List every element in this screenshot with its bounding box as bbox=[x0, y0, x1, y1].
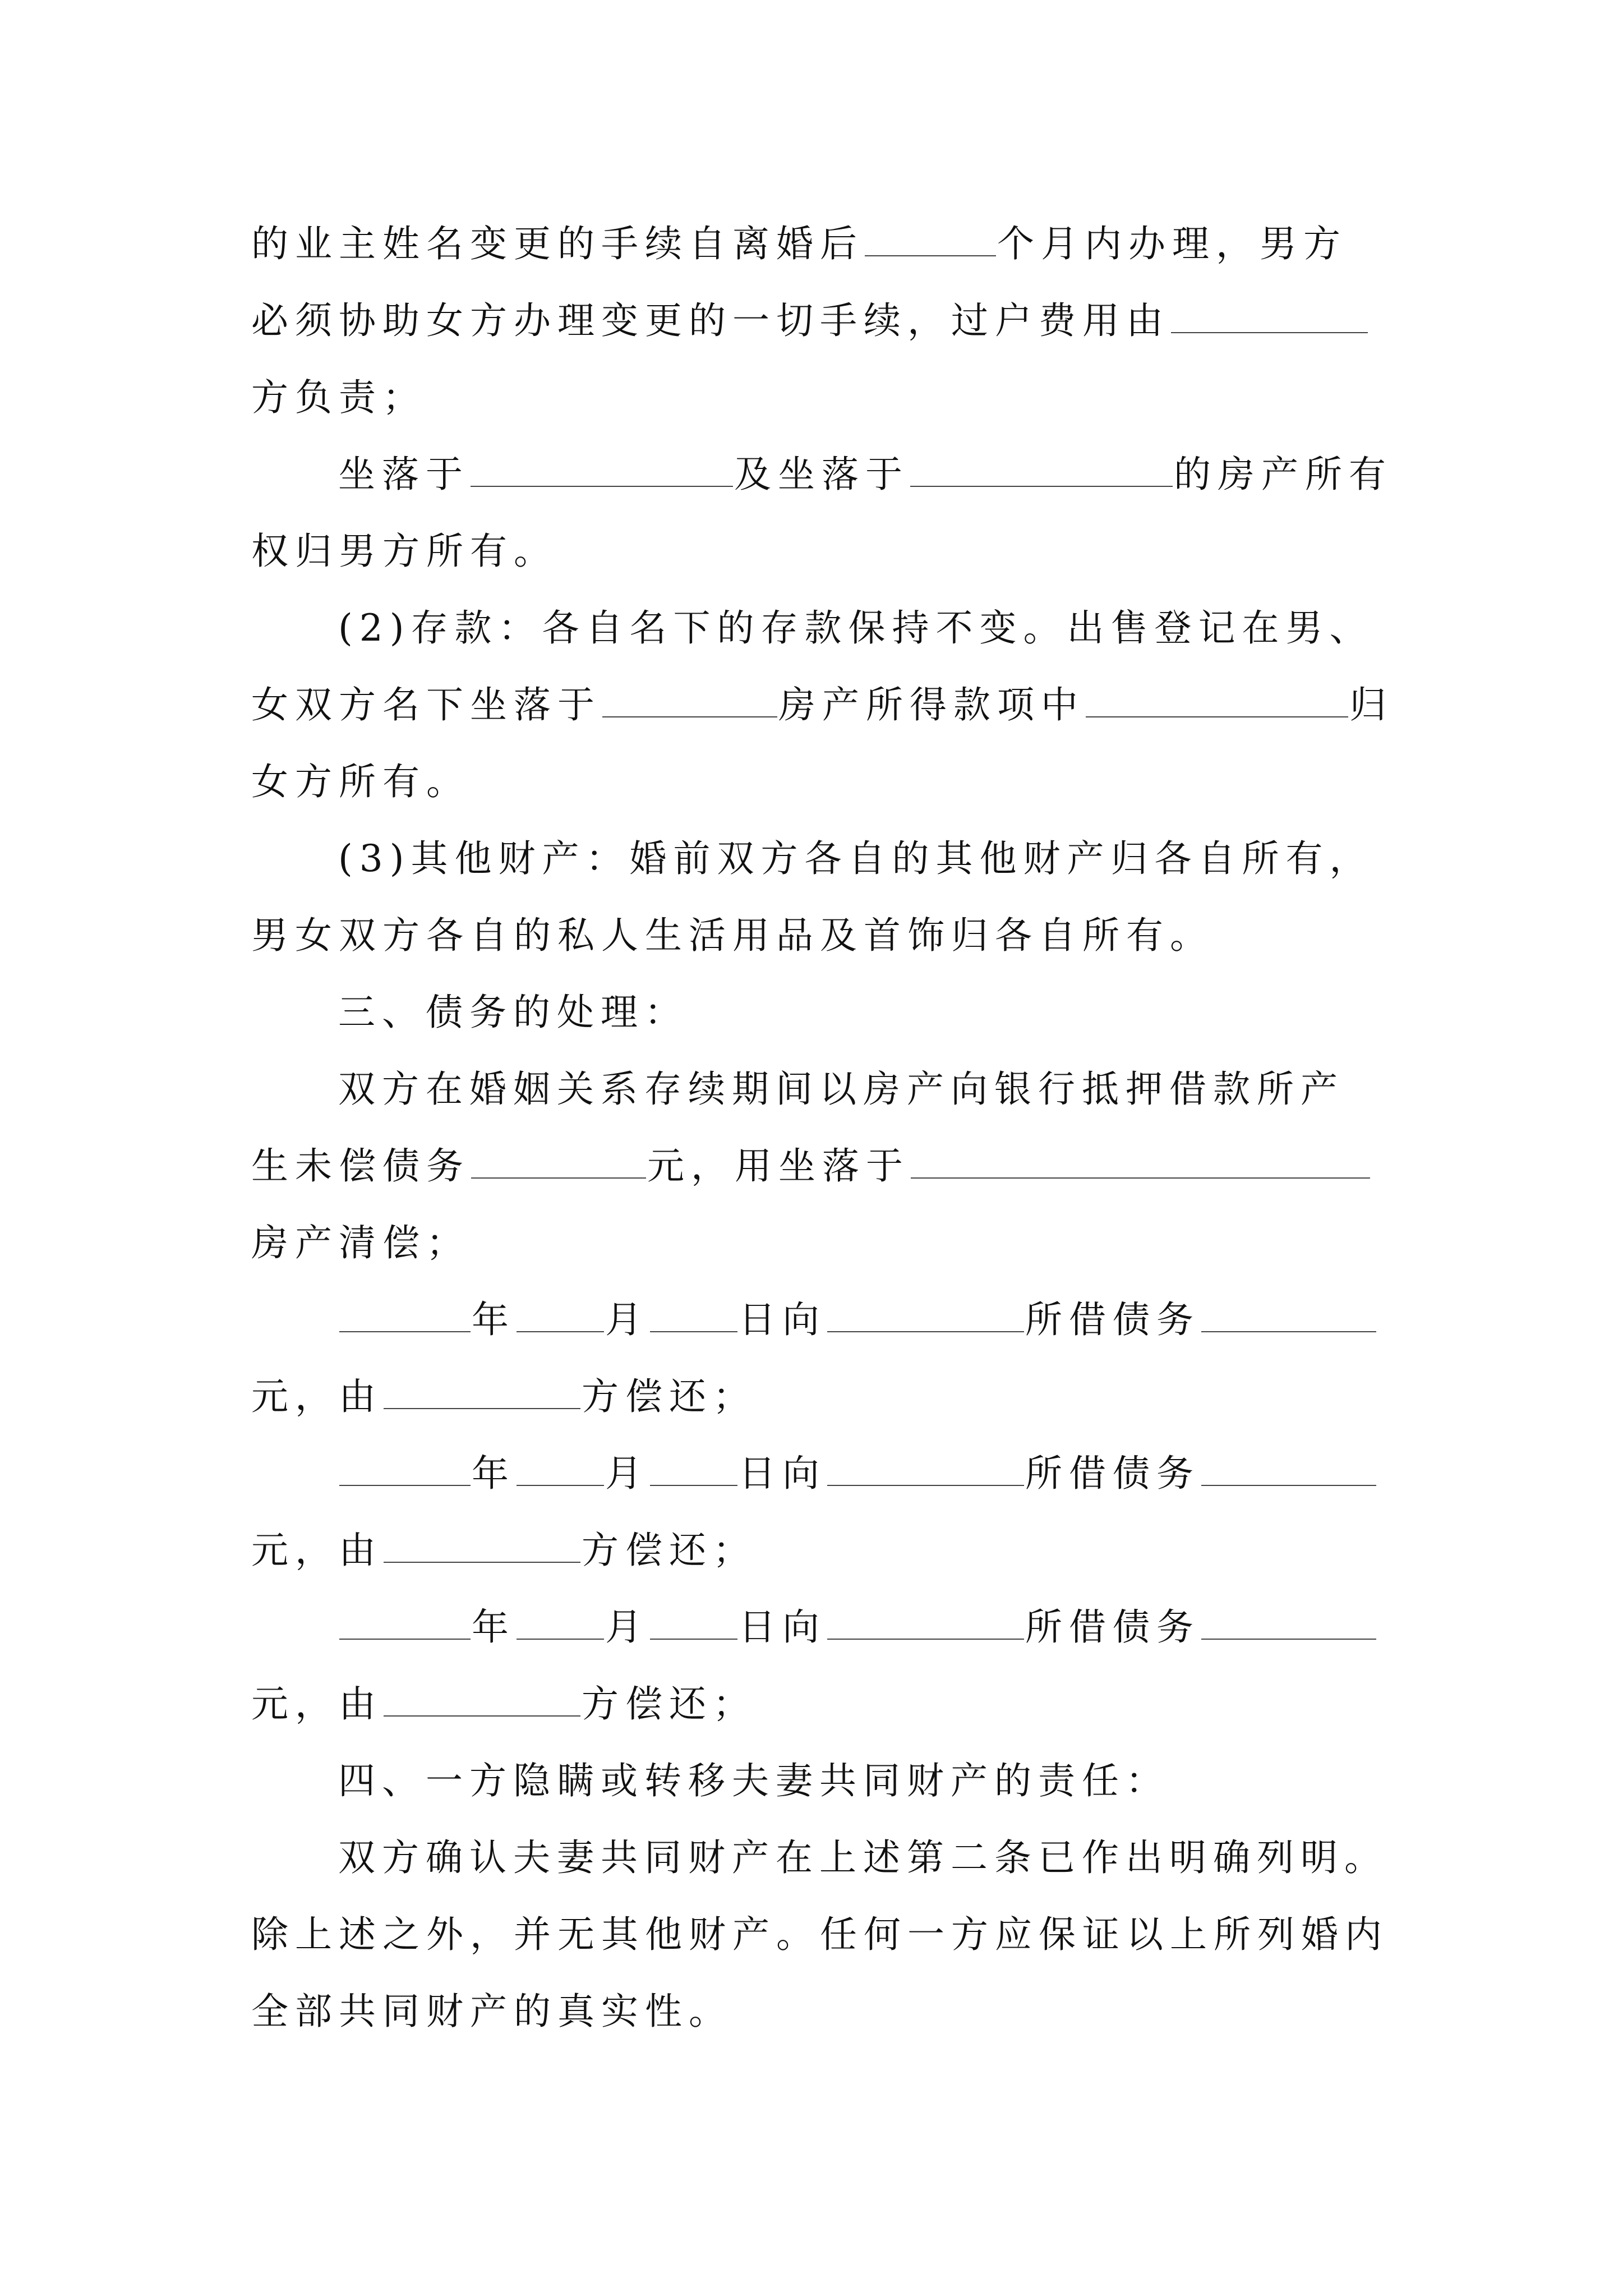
text-segment: 方负责； bbox=[251, 376, 426, 419]
fill-in-blank bbox=[517, 1606, 604, 1640]
text-segment: 元，用坐落于 bbox=[647, 1144, 910, 1188]
text-segment: 元，由 bbox=[251, 1529, 382, 1572]
text-segment: 所借债务 bbox=[1025, 1298, 1200, 1341]
text-line bbox=[338, 1759, 1169, 1803]
fill-in-blank bbox=[517, 1452, 604, 1486]
fill-in-blank bbox=[1171, 300, 1368, 333]
text-segment: 坐落于 bbox=[338, 453, 469, 496]
text-line bbox=[338, 452, 1393, 497]
fill-in-blank bbox=[471, 1145, 646, 1179]
text-segment: 年 bbox=[472, 1452, 515, 1495]
text-segment: 元，由 bbox=[251, 1682, 382, 1726]
text-segment: 双方确认夫妻共同财产在上述第二条已作出明确列明。 bbox=[338, 1836, 1388, 1879]
text-segment: 年 bbox=[472, 1298, 515, 1341]
text-segment: 生未偿债务 bbox=[251, 1144, 470, 1188]
fill-in-blank bbox=[1201, 1606, 1376, 1640]
text-line bbox=[251, 222, 1347, 266]
text-segment: 元，由 bbox=[251, 1375, 382, 1418]
text-line bbox=[338, 836, 1373, 881]
text-line bbox=[251, 683, 1393, 728]
text-segment: 必须协助女方办理变更的一切手续，过户费用由 bbox=[251, 299, 1170, 342]
text-line bbox=[251, 1989, 732, 2034]
fill-in-blank bbox=[339, 1299, 471, 1332]
text-segment: 方偿还； bbox=[582, 1529, 757, 1572]
text-line bbox=[251, 1144, 1371, 1189]
text-segment: (2)存款：各自名下的存款保持不变。出售登记在男、 bbox=[338, 606, 1373, 650]
text-line bbox=[338, 1297, 1377, 1342]
text-segment: 房产所得款项中 bbox=[778, 683, 1085, 726]
fill-in-blank bbox=[865, 223, 996, 256]
text-line bbox=[251, 913, 1214, 958]
text-line bbox=[251, 1374, 757, 1419]
text-line bbox=[338, 606, 1373, 651]
text-segment: 的房产所有 bbox=[1174, 453, 1393, 496]
fill-in-blank bbox=[827, 1452, 1024, 1486]
text-segment: 男女双方各自的私人生活用品及首饰归各自所有。 bbox=[251, 914, 1214, 957]
text-segment: 所借债务 bbox=[1025, 1605, 1200, 1649]
text-line bbox=[251, 1682, 757, 1727]
text-segment: 方偿还； bbox=[582, 1375, 757, 1418]
text-segment: 月 bbox=[605, 1605, 649, 1649]
fill-in-blank bbox=[1201, 1452, 1376, 1486]
text-segment: 权归男方所有。 bbox=[251, 530, 557, 573]
text-segment: 女方所有。 bbox=[251, 760, 470, 803]
text-segment: 房产清偿； bbox=[251, 1221, 470, 1264]
text-segment: 女双方名下坐落于 bbox=[251, 683, 601, 726]
text-segment: 归 bbox=[1349, 683, 1393, 726]
fill-in-blank bbox=[517, 1299, 604, 1332]
fill-in-blank bbox=[650, 1299, 737, 1332]
text-segment: 月 bbox=[605, 1298, 649, 1341]
text-segment: (3)其他财产：婚前双方各自的其他财产归各自所有， bbox=[338, 837, 1373, 880]
text-line bbox=[338, 1605, 1377, 1650]
text-segment: 四、一方隐瞒或转移夫妻共同财产的责任： bbox=[338, 1759, 1169, 1802]
text-segment: 及坐落于 bbox=[734, 453, 909, 496]
fill-in-blank bbox=[384, 1529, 580, 1563]
text-segment: 的业主姓名变更的手续自离婚后 bbox=[251, 222, 864, 265]
text-segment: 月 bbox=[605, 1452, 649, 1495]
fill-in-blank bbox=[384, 1375, 580, 1409]
fill-in-blank bbox=[339, 1606, 471, 1640]
text-line bbox=[251, 760, 470, 804]
text-line bbox=[338, 1067, 1344, 1112]
text-line bbox=[251, 529, 557, 574]
fill-in-blank bbox=[650, 1452, 737, 1486]
fill-in-blank bbox=[910, 453, 1173, 487]
fill-in-blank bbox=[911, 1145, 1370, 1179]
text-segment: 所借债务 bbox=[1025, 1452, 1200, 1495]
text-line bbox=[251, 1528, 757, 1573]
fill-in-blank bbox=[827, 1606, 1024, 1640]
text-line bbox=[251, 1221, 470, 1266]
text-segment: 全部共同财产的真实性。 bbox=[251, 1990, 732, 2033]
text-segment: 年 bbox=[472, 1605, 515, 1649]
text-segment: 日向 bbox=[739, 1452, 826, 1495]
text-segment: 方偿还； bbox=[582, 1682, 757, 1726]
fill-in-blank bbox=[1201, 1299, 1376, 1332]
fill-in-blank bbox=[827, 1299, 1024, 1332]
text-segment: 除上述之外，并无其他财产。任何一方应保证以上所列婚内 bbox=[251, 1913, 1389, 1956]
text-line bbox=[338, 990, 688, 1035]
text-segment: 个月内办理，男方 bbox=[997, 222, 1347, 265]
fill-in-blank bbox=[1086, 684, 1348, 717]
text-line bbox=[338, 1835, 1388, 1880]
fill-in-blank bbox=[471, 453, 733, 487]
text-line bbox=[251, 375, 426, 420]
text-segment: 三、债务的处理： bbox=[338, 991, 688, 1034]
fill-in-blank bbox=[602, 684, 777, 717]
text-line bbox=[251, 298, 1369, 343]
text-segment: 双方在婚姻关系存续期间以房产向银行抵押借款所产 bbox=[338, 1068, 1344, 1111]
text-segment: 日向 bbox=[739, 1605, 826, 1649]
text-line bbox=[338, 1451, 1377, 1496]
fill-in-blank bbox=[384, 1683, 580, 1717]
text-segment: 日向 bbox=[739, 1298, 826, 1341]
fill-in-blank bbox=[650, 1606, 737, 1640]
fill-in-blank bbox=[339, 1452, 471, 1486]
text-line bbox=[251, 1912, 1389, 1957]
